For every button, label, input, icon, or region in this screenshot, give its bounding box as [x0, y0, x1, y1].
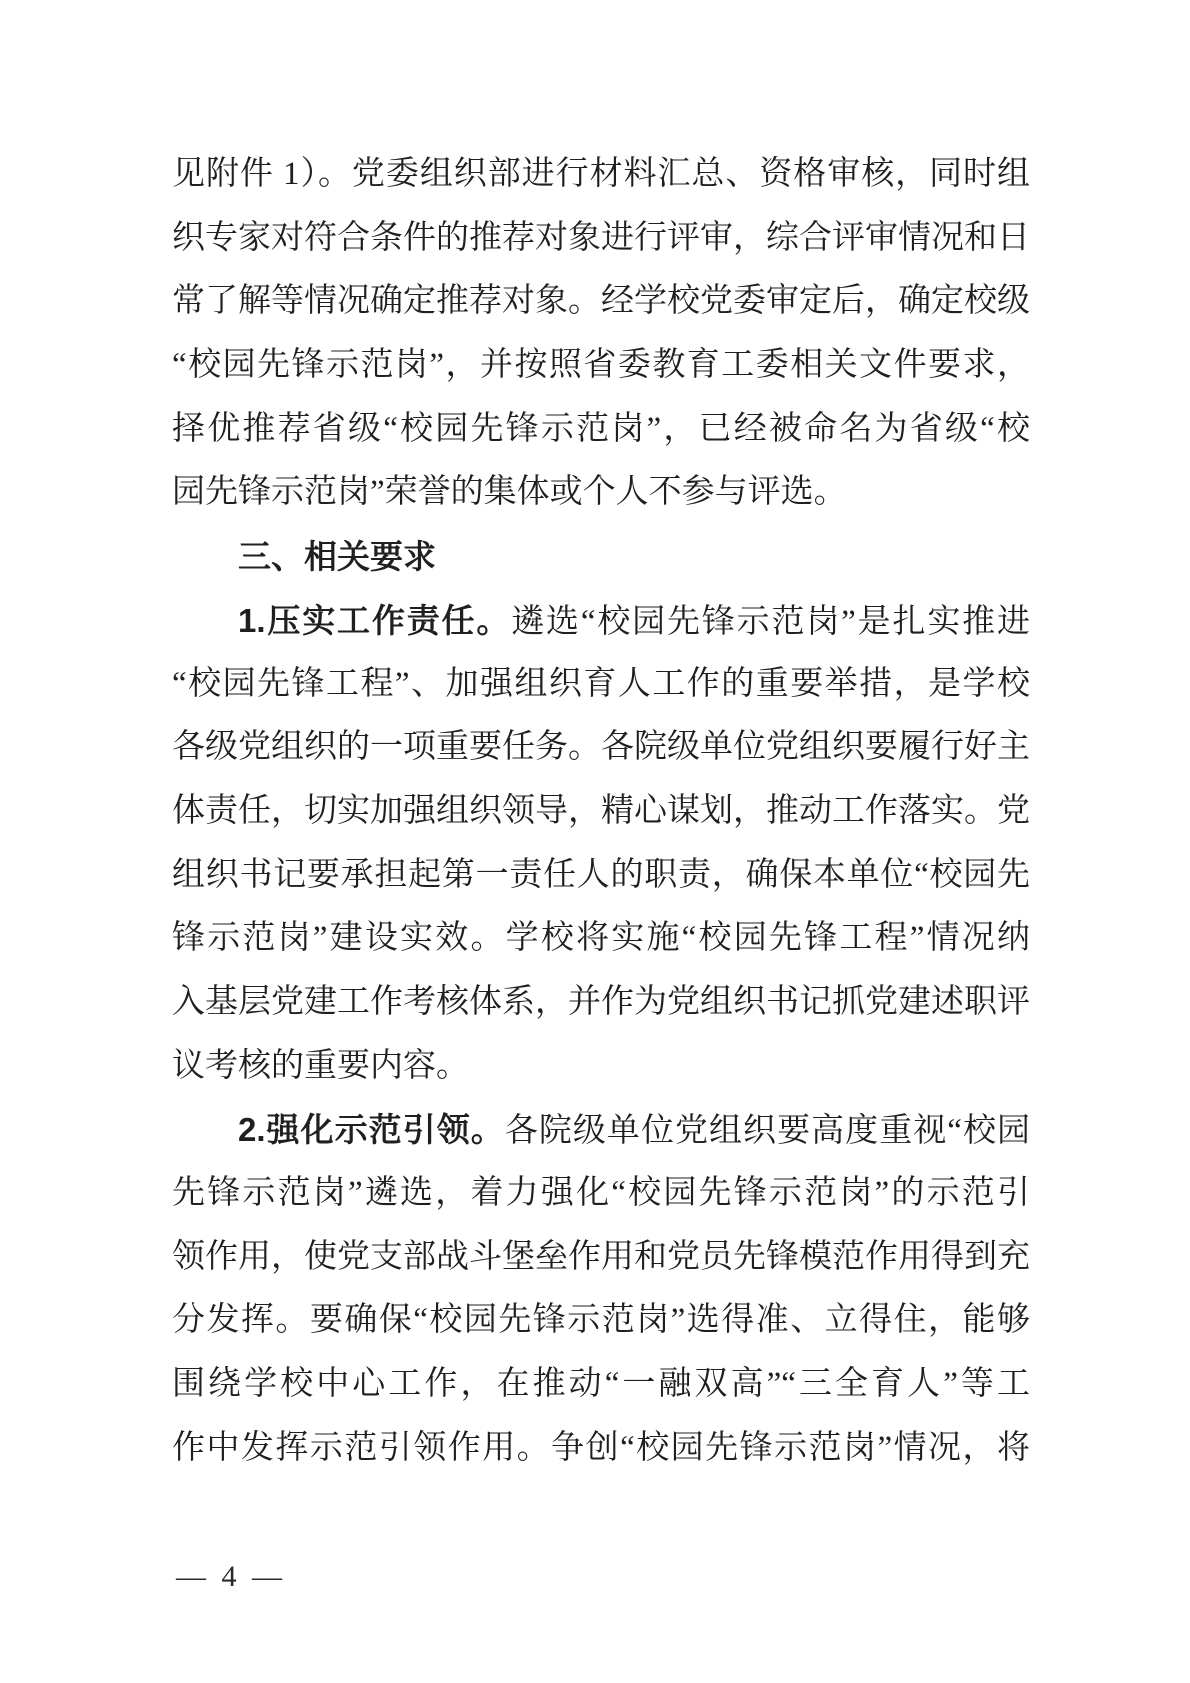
doc-line-bold-run: 1.压实工作责任。 — [238, 601, 512, 639]
doc-line — [172, 270, 1030, 334]
doc-line — [172, 780, 1030, 844]
doc-line — [172, 1417, 1030, 1481]
doc-line — [172, 1226, 1030, 1290]
doc-line — [172, 1353, 1030, 1417]
doc-line-text-run: 见附件 1）。党委组织部进行材料汇总、资格审核，同时组 — [172, 156, 1030, 192]
doc-line — [172, 589, 1030, 653]
doc-line-text-run: 体责任，切实加强组织领导，精心谋划，推动工作落实。党 — [172, 792, 1030, 829]
doc-line-text-run: 遴选“校园先锋示范岗”是扎实推进 — [511, 603, 1031, 640]
doc-line-text-run: 择优推荐省级“校园先锋示范岗”，已经被命名为省级“校 — [172, 410, 1030, 447]
doc-line — [172, 716, 1030, 780]
doc-line-text-run: “校园先锋工程”、加强组织育人工作的重要举措，是学校 — [172, 665, 1030, 702]
doc-line — [172, 971, 1030, 1035]
page-number: — 4 — — [176, 1560, 286, 1593]
doc-line-text-run: 先锋示范岗”遴选，着力强化“校园先锋示范岗”的示范引 — [172, 1175, 1030, 1211]
doc-line — [172, 1035, 1030, 1099]
doc-line-bold-run: 三、相关要求 — [238, 538, 436, 576]
doc-line — [172, 653, 1030, 717]
doc-line-text-run: 领作用，使党支部战斗堡垒作用和党员先锋模范作用得到充 — [172, 1238, 1030, 1275]
doc-line-text-run: 入基层党建工作考核体系，并作为党组织书记抓党建述职评 — [172, 983, 1030, 1020]
doc-line-text-run: 组织书记要承担起第一责任人的职责，确保本单位“校园先 — [172, 856, 1030, 893]
doc-line-text-run: 分发挥。要确保“校园先锋示范岗”选得准、立得住，能够 — [172, 1302, 1030, 1339]
doc-line — [172, 207, 1030, 271]
doc-line-text-run: 锋示范岗”建设实效。学校将实施“校园先锋工程”情况纳 — [172, 920, 1030, 957]
doc-line — [172, 907, 1030, 971]
doc-line-text-run: 围绕学校中心工作，在推动“一融双高”“三全育人”等工 — [172, 1366, 1030, 1403]
doc-line — [172, 334, 1030, 398]
doc-line-text-run: 各院级单位党组织要高度重视“校园 — [504, 1113, 1030, 1150]
doc-line — [172, 461, 1030, 525]
doc-line-text-run: 织专家对符合条件的推荐对象进行评审，综合评审情况和日 — [172, 219, 1030, 256]
doc-line — [172, 1289, 1030, 1353]
doc-line-text-run: 各级党组织的一项重要任务。各院级单位党组织要履行好主 — [172, 729, 1030, 766]
doc-line-bold-run: 2.强化示范引领。 — [238, 1111, 505, 1149]
doc-line — [172, 398, 1030, 462]
doc-line — [172, 844, 1030, 908]
document-body — [172, 143, 1030, 1480]
doc-line-text-run: “校园先锋示范岗”，并按照省委教育工委相关文件要求， — [172, 347, 1030, 384]
doc-line — [172, 525, 1030, 589]
doc-line-text-run: 作中发挥示范引领作用。争创“校园先锋示范岗”情况，将 — [172, 1429, 1030, 1466]
doc-line — [172, 143, 1030, 207]
doc-line-text-run: 议考核的重要内容。 — [172, 1047, 469, 1084]
doc-line-text-run: 常了解等情况确定推荐对象。经学校党委审定后，确定校级 — [172, 283, 1030, 320]
doc-line-text-run: 园先锋示范岗”荣誉的集体或个人不参与评选。 — [172, 474, 847, 511]
doc-line — [172, 1162, 1030, 1226]
doc-line — [172, 1098, 1030, 1162]
